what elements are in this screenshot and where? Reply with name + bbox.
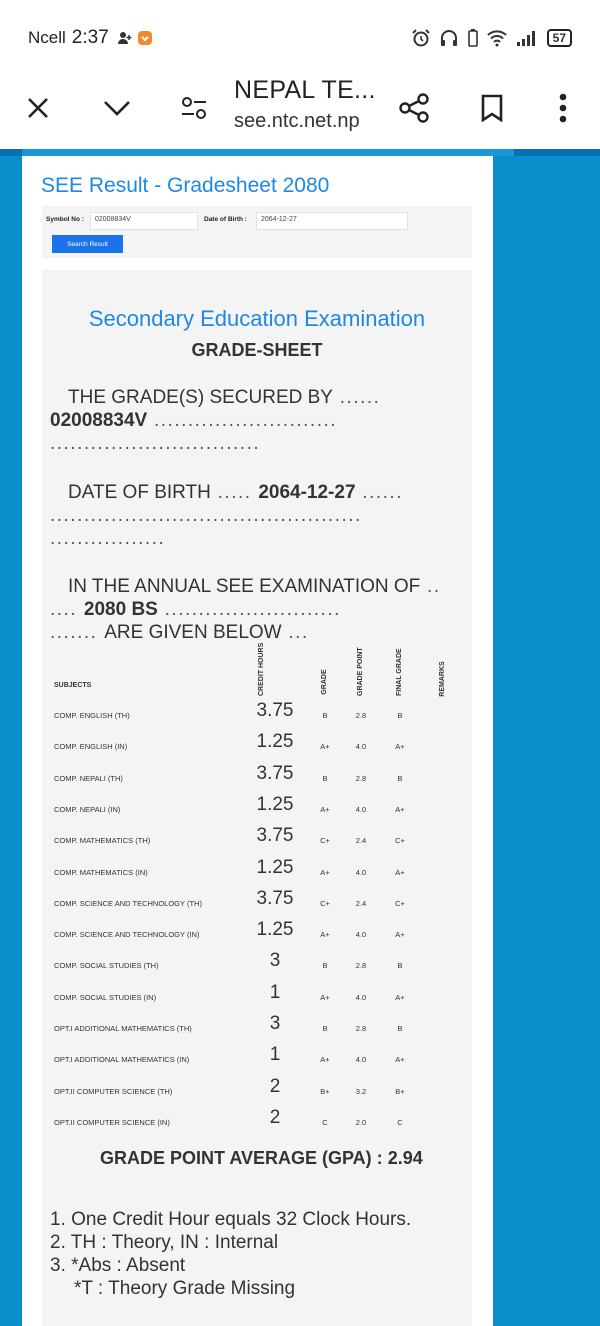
grade-cell: C+ bbox=[320, 836, 330, 846]
symbol-number: 02008834V bbox=[50, 410, 148, 431]
remarks-header: REMARKS bbox=[439, 661, 446, 697]
grade-cell: B bbox=[322, 1024, 328, 1033]
final-grade-cell: A+ bbox=[395, 742, 405, 752]
subject-cell: COMP. SOCIAL STUDIES (IN) bbox=[54, 992, 157, 1002]
subject-cell: COMP. ENGLISH (TH) bbox=[54, 711, 130, 720]
grade-cell: A+ bbox=[320, 1055, 330, 1065]
grade-point-cell: 2.4 bbox=[355, 898, 367, 908]
page-heading: SEE Result - Gradesheet 2080 bbox=[41, 174, 330, 197]
page-tab-title: NEPAL TE... bbox=[234, 76, 376, 104]
credit-hours-header: CREDIT HOURS bbox=[258, 642, 265, 696]
exam-title: Secondary Education Examination bbox=[88, 306, 426, 331]
subject-cell: COMP. SCIENCE AND TECHNOLOGY (IN) bbox=[54, 930, 200, 940]
grade-cell: B+ bbox=[320, 1086, 330, 1096]
search-result-button[interactable]: Search Result bbox=[52, 235, 123, 253]
final-grade-cell: B+ bbox=[395, 1086, 405, 1096]
final-grade-cell: B bbox=[397, 1024, 403, 1033]
credit-hours-cell: 3.75 bbox=[256, 887, 294, 909]
grade-point-cell: 2.8 bbox=[355, 1024, 367, 1033]
gpa-value: 2.94 bbox=[387, 1148, 423, 1168]
final-grade-cell: A+ bbox=[395, 992, 405, 1002]
bookmark-icon[interactable] bbox=[470, 86, 514, 130]
subject-cell: COMP. MATHEMATICS (TH) bbox=[54, 836, 151, 846]
final-grade-header: FINAL GRADE bbox=[396, 648, 403, 696]
grade-cell: C bbox=[322, 1117, 328, 1127]
grade-point-cell: 2.4 bbox=[355, 836, 367, 846]
grade-point-cell: 2.8 bbox=[355, 711, 367, 720]
grade-point-cell: 2.8 bbox=[355, 961, 367, 971]
grade-cell: A+ bbox=[320, 742, 330, 752]
grade-cell: A+ bbox=[320, 804, 330, 814]
web-page bbox=[0, 149, 600, 1326]
exam-paragraph: IN THE ANNUAL SEE EXAMINATION OF .. bbox=[68, 576, 441, 597]
alarm-icon bbox=[411, 28, 431, 48]
credit-hours-cell: 2 bbox=[269, 1106, 281, 1128]
signal-icon bbox=[515, 29, 539, 47]
grade-point-cell: 4.0 bbox=[355, 804, 367, 814]
credit-hours-cell: 3 bbox=[269, 1013, 281, 1034]
grade-point-cell: 3.2 bbox=[355, 1086, 367, 1096]
subject-cell: COMP. SCIENCE AND TECHNOLOGY (TH) bbox=[54, 898, 202, 908]
credit-hours-cell: 1.25 bbox=[256, 856, 294, 878]
search-form bbox=[42, 206, 472, 258]
dob-paragraph: DATE OF BIRTH ..... 2064-12-27 ...... bbox=[68, 482, 403, 503]
status-bar bbox=[0, 0, 600, 76]
note-item: 2. TH : Theory, IN : Internal bbox=[50, 1232, 279, 1253]
final-grade-cell: B bbox=[397, 711, 403, 720]
subjects-header: SUBJECTS bbox=[54, 682, 92, 689]
notes-list bbox=[50, 1208, 411, 1300]
credit-hours-cell: 3.75 bbox=[256, 825, 294, 847]
final-grade-cell: C+ bbox=[395, 898, 405, 908]
grade-header: GRADE bbox=[321, 669, 328, 695]
final-grade-cell: A+ bbox=[395, 1055, 405, 1065]
grade-point-cell: 4.0 bbox=[355, 992, 367, 1002]
exam-year: 2080 BS bbox=[83, 599, 158, 620]
grade-cell: B bbox=[322, 711, 328, 720]
credit-hours-cell: 1.25 bbox=[256, 919, 294, 941]
more-vert-icon[interactable] bbox=[541, 86, 585, 130]
subject-cell: COMP. ENGLISH (IN) bbox=[54, 742, 128, 752]
close-icon[interactable] bbox=[16, 86, 60, 130]
browser-toolbar bbox=[0, 76, 600, 148]
final-grade-cell: B bbox=[397, 961, 403, 971]
credit-hours-cell: 1.25 bbox=[256, 731, 294, 753]
status-time: 2:37 bbox=[71, 27, 109, 48]
grade-cell: C+ bbox=[320, 898, 330, 908]
subject-cell: OPT.I ADDITIONAL MATHEMATICS (IN) bbox=[54, 1055, 190, 1065]
dob-input[interactable]: 2064-12-27 bbox=[256, 212, 408, 230]
grade-point-cell: 2.0 bbox=[355, 1117, 367, 1127]
share-icon[interactable] bbox=[392, 86, 436, 130]
note-item: *T : Theory Grade Missing bbox=[74, 1278, 296, 1299]
note-item: 1. One Credit Hour equals 32 Clock Hours. bbox=[50, 1209, 412, 1230]
grade-point-header: GRADE POINT bbox=[357, 647, 364, 696]
gradesheet-title: GRADE-SHEET bbox=[191, 340, 323, 360]
grade-cell: B bbox=[322, 961, 328, 971]
credit-hours-cell: 1.25 bbox=[256, 793, 294, 815]
symbol-input[interactable]: 02008834V bbox=[90, 212, 198, 230]
gpa-line: GRADE POINT AVERAGE (GPA) : 2.94 bbox=[100, 1148, 423, 1168]
credit-hours-cell: 2 bbox=[269, 1075, 281, 1097]
settings-sliders-icon[interactable] bbox=[172, 86, 216, 130]
final-grade-cell: C+ bbox=[395, 836, 405, 846]
battery-level: 57 bbox=[547, 29, 572, 47]
symbol-label: Symbol No : bbox=[46, 216, 84, 223]
subject-cell: COMP. MATHEMATICS (IN) bbox=[54, 867, 148, 877]
grade-cell: A+ bbox=[320, 930, 330, 940]
dob-label: Date of Birth : bbox=[204, 216, 247, 223]
table-row bbox=[42, 1106, 472, 1143]
gradesheet-container bbox=[22, 156, 493, 1326]
result-panel: Secondary Education Examination GRADE-SHEET THE GRADE(S) SECURED BY ...... 02008834V ........................... ............................... DATE OF BIRTH ..... 2064-12-27 ...... .............................................. ................. IN THE ANNUAL SEE EXAMINATION OF .. .... 2080 BS .......................... ....... ARE GIVEN BELOW ... SUBJECTS CREDIT HOURS GRADE GRADE POINT FINAL GRADE REMARKS COMP. ENGLISH (TH) 3.75 B 2.8 B COMP. ENGLISH (IN) 1.25 A+ 4.0 A+ COMP. NEPALI (TH) 3.75 B 2.8 B COMP. NEPALI (IN) 1.25 A+ 4.0 A+ COMP. MATHEMATICS (TH) 3.75 C+ 2.4 C+ COMP. MATHEMATICS (IN) 1.25 A+ 4.0 A+ COMP. SCIENCE AND TECHNOLOGY (TH) 3.75 C+ 2.4 C+ COMP. SCIENCE AND TECHNOLOGY (IN) 1.25 A+ 4.0 A+ COMP. SOCIAL STUDIES (TH) 3 B 2.8 B COMP. SOCIAL STUDIES (IN) 1 A+ 4.0 A+ OPT.I ADDITIONAL MATHEMATICS (TH) 3 B 2.8 B OPT.I ADDITIONAL MATHEMATICS (IN) 1 A+ 4.0 A+ OPT.II COMPUTER SCIENCE (TH) 2 B+ 3.2 B+ OPT.II COMPUTER SCIENCE (IN) 2 C 2.0 C GRADE POINT AVERAGE (GPA) : 2.94 1. One Credit Hour equals 32 Clock Hours. 2. TH : Theory, IN : Internal 3. *Abs : Absent *T : Theory Grade Missing bbox=[42, 270, 472, 1326]
battery-saver-icon bbox=[467, 28, 479, 48]
grade-cell: B bbox=[322, 773, 328, 783]
address-url[interactable]: see.ntc.net.np bbox=[234, 110, 360, 132]
grade-point-cell: 2.8 bbox=[355, 773, 367, 783]
subject-cell: COMP. NEPALI (IN) bbox=[54, 804, 121, 814]
grade-cell: A+ bbox=[320, 992, 330, 1002]
subject-cell: COMP. SOCIAL STUDIES (TH) bbox=[54, 961, 159, 971]
final-grade-cell: B bbox=[397, 773, 403, 783]
credit-hours-cell: 3.75 bbox=[256, 762, 294, 784]
grade-point-cell: 4.0 bbox=[355, 742, 367, 752]
grade-point-cell: 4.0 bbox=[355, 867, 367, 877]
app-notification-icon bbox=[137, 30, 153, 46]
credit-hours-cell: 3 bbox=[269, 950, 281, 972]
final-grade-cell: C bbox=[397, 1117, 403, 1127]
note-item: 3. *Abs : Absent bbox=[50, 1255, 186, 1276]
subject-cell: OPT.II COMPUTER SCIENCE (IN) bbox=[54, 1117, 170, 1127]
grade-cell: A+ bbox=[320, 867, 330, 877]
grade-point-cell: 4.0 bbox=[355, 930, 367, 940]
dob-value: 2064-12-27 bbox=[258, 482, 356, 503]
final-grade-cell: A+ bbox=[395, 804, 405, 814]
credit-hours-cell: 1 bbox=[269, 981, 281, 1003]
chevron-down-icon[interactable] bbox=[95, 86, 139, 130]
subject-cell: OPT.I ADDITIONAL MATHEMATICS (TH) bbox=[54, 1024, 192, 1033]
user-add-icon bbox=[117, 30, 133, 46]
grade-point-cell: 4.0 bbox=[355, 1055, 367, 1065]
credit-hours-cell: 1 bbox=[269, 1044, 281, 1066]
final-grade-cell: A+ bbox=[395, 867, 405, 877]
subject-cell: OPT.II COMPUTER SCIENCE (TH) bbox=[54, 1086, 173, 1096]
credit-hours-cell: 3.75 bbox=[256, 700, 294, 721]
secured-by-paragraph: THE GRADE(S) SECURED BY ...... bbox=[68, 387, 381, 408]
subject-cell: COMP. NEPALI (TH) bbox=[54, 773, 123, 783]
final-grade-cell: A+ bbox=[395, 930, 405, 940]
wifi-icon bbox=[487, 29, 507, 47]
carrier-name: Ncell bbox=[28, 28, 66, 47]
headphones-icon bbox=[439, 28, 459, 48]
